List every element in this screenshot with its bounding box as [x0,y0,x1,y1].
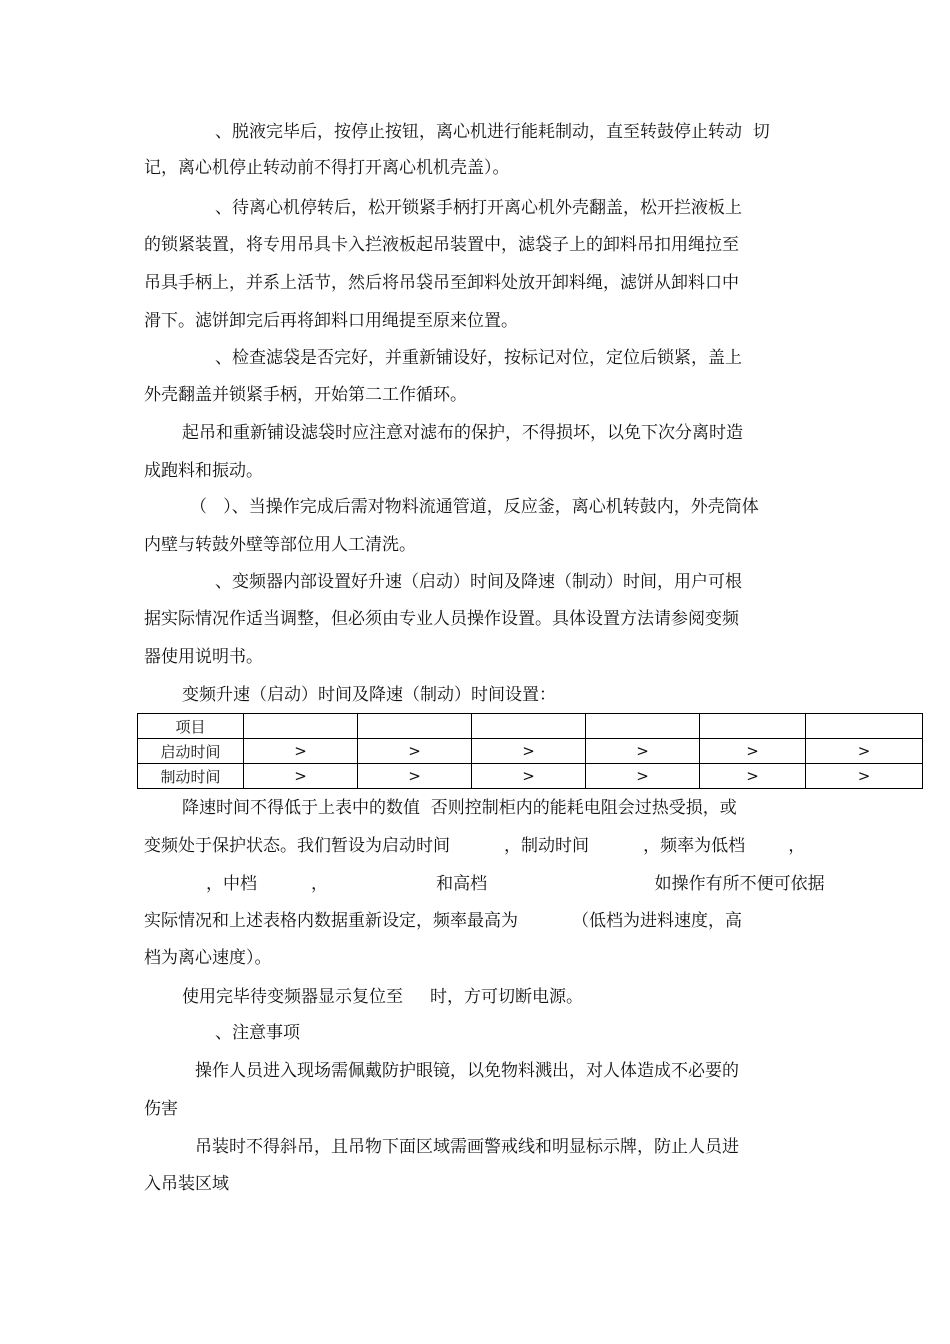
table-cell: > [358,739,472,764]
paragraph-line: 、脱液完毕后，按停止按钮，离心机进行能耗制动，直至转鼓停止转动 切 [215,122,770,142]
paragraph-line: 伤害 [144,1099,178,1119]
paragraph-line: 据实际情况作适当调整，但必须由专业人员操作设置。具体设置方法请参阅变频 [144,609,739,629]
paragraph-line: 实际情况和上述表格内数据重新设定，频率最高为 （低档为进料速度，高 [144,911,743,931]
paragraph-line: 器使用说明书。 [144,647,263,667]
paragraph-line: 成跑料和振动。 [144,461,263,481]
paragraph-line: 的锁紧装置，将专用吊具卡入拦液板起吊装置中，滤袋子上的卸料吊扣用绳拉至 [144,235,739,255]
paragraph-line: 记，离心机停止转动前不得打开离心机机壳盖）。 [144,158,510,178]
table-cell: > [358,764,472,789]
row-header: 制动时间 [138,764,244,789]
table-cell: > [244,739,358,764]
paragraph-line: 、注意事项 [215,1023,300,1043]
paragraph-line: 、变频器内部设置好升速（启动）时间及降速（制动）时间，用户可根 [215,572,742,592]
table-cell: > [700,739,806,764]
table-cell: > [700,764,806,789]
paragraph-line: 、待离心机停转后，松开锁紧手柄打开离心机外壳翻盖，松开拦液板上 [215,198,742,218]
table-cell: > [586,739,700,764]
paragraph-line: 变频升速（启动）时间及降速（制动）时间设置： [182,685,556,705]
row-header: 项目 [138,714,244,739]
paragraph-line: 吊装时不得斜吊，且吊物下面区域需画警戒线和明显标示牌，防止人员进 [195,1137,739,1157]
paragraph-line: 内壁与转鼓外壁等部位用人工清洗。 [144,535,416,555]
table-cell [586,714,700,739]
table-cell: > [806,764,923,789]
paragraph-line: 外壳翻盖并锁紧手柄，开始第二工作循环。 [144,385,467,405]
paragraph-line: （ ）、当操作完成后需对物料流通管道，反应釜，离心机转鼓内，外壳筒体 [190,497,759,517]
paragraph-line: 使用完毕待变频器显示复位至 时，方可切断电源。 [182,987,584,1007]
table-row [138,714,923,739]
paragraph-line: ，中档 ， 和高档 如操作有所不便可依据 [206,874,825,894]
table-cell: > [244,764,358,789]
table-cell [358,714,472,739]
paragraph-line: 滑下。滤饼卸完后再将卸料口用绳提至原来位置。 [144,311,518,331]
paragraph-line: 起吊和重新铺设滤袋时应注意对滤布的保护，不得损坏，以免下次分离时造 [182,423,743,443]
table-cell: > [806,739,923,764]
paragraph-line: 吊具手柄上，并系上活节，然后将吊袋吊至卸料处放开卸料绳，滤饼从卸料口中 [144,273,739,293]
paragraph-line: 变频处于保护状态。我们暂设为启动时间 ，制动时间 ，频率为低档 ， [144,836,806,856]
table-row [138,764,923,789]
paragraph-line: 降速时间不得低于上表中的数值 否则控制柜内的能耗电阻会过热受损，或 [182,798,737,818]
paragraph-line: 档为离心速度）。 [144,948,272,968]
table-cell [806,714,923,739]
row-header: 启动时间 [138,739,244,764]
table-cell: > [586,764,700,789]
table-cell [700,714,806,739]
table-cell [244,714,358,739]
paragraph-line: 入吊装区域 [144,1174,229,1194]
table-cell [472,714,586,739]
table-cell: > [472,739,586,764]
paragraph-line: 操作人员进入现场需佩戴防护眼镜，以免物料溅出，对人体造成不必要的 [195,1061,739,1081]
speed-time-table [137,713,923,789]
table-row [138,739,923,764]
paragraph-line: 、检查滤袋是否完好，并重新铺设好，按标记对位，定位后锁紧，盖上 [215,348,742,368]
table-cell: > [472,764,586,789]
